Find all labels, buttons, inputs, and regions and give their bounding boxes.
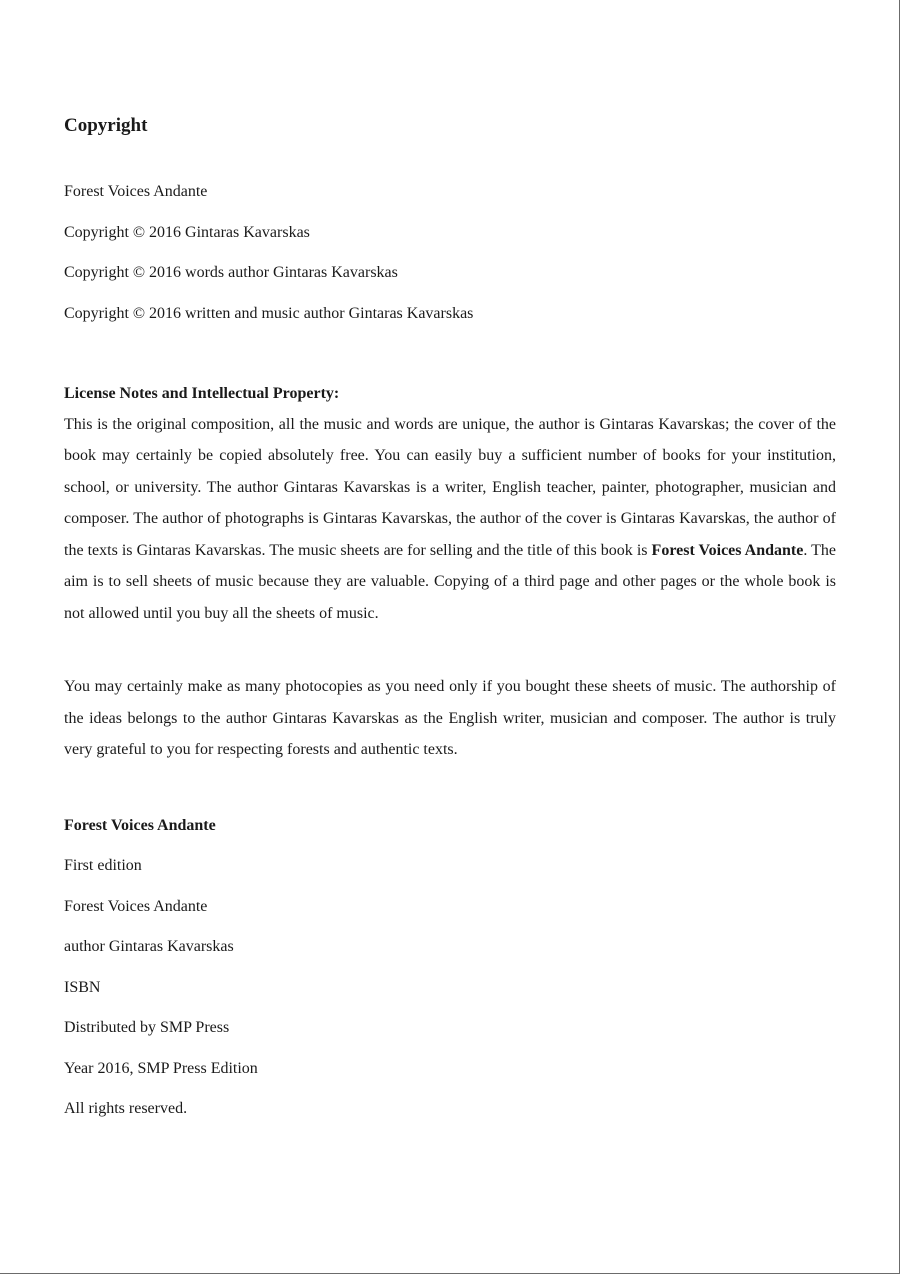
license-heading: License Notes and Intellectual Property: — [64, 385, 340, 402]
spacer — [64, 334, 836, 374]
edition-line-year: Year 2016, SMP Press Edition — [64, 1059, 258, 1077]
edition-line-first: First edition — [64, 857, 142, 874]
book-title-bold: Forest Voices Andante — [651, 541, 804, 559]
license-paragraph-1-start: This is the original composition, all the music and words are unique, the author is Gintaras Kavarskas; the cover of the book may certainly be copied absolutely free. You can easily buy a sufficient number of books for your institution, school, or university. The author Gintaras Kavarskas is a writer, English teacher, painter, photographer, musician and composer. The author of photographs is Gintaras Kavarskas, the author of the cover is Gintaras Kavarskas, the author of the texts is Gintaras Kavarskas. The music sheets are for selling and the title of this book is — [64, 415, 836, 559]
page-content — [64, 112, 836, 1130]
copyright-heading: Copyright — [64, 115, 148, 136]
spacer — [64, 772, 836, 806]
edition-heading: Forest Voices Andante — [64, 816, 216, 834]
edition-line-author: author Gintaras Kavarskas — [64, 938, 234, 955]
license-paragraph-2: You may certainly make as many photocopies as you need only if you bought these sheets of music. The authorship of the ideas belongs to the author Gintaras Kavarskas as the English writer, musician and composer. The author is truly very grateful to you for respecting forests and authentic texts. — [64, 678, 836, 758]
copyright-line-words: Copyright © 2016 words author Gintaras Kavarskas — [64, 264, 398, 281]
edition-line-distributor: Distributed by SMP Press — [64, 1019, 230, 1036]
copyright-line-title: Forest Voices Andante — [64, 183, 208, 200]
edition-line-rights: All rights reserved. — [64, 1100, 188, 1117]
license-paragraph-1-end: . The aim is to sell sheets of music because they are valuable. Copying of a third page and other pages or the whole book is not allowed until you buy all the sheets of music. — [64, 541, 836, 622]
edition-line-isbn: ISBN — [64, 978, 101, 996]
copyright-line-author: Copyright © 2016 Gintaras Kavarskas — [64, 223, 310, 241]
copyright-line-music: Copyright © 2016 written and music author Gintaras Kavarskas — [64, 304, 474, 322]
license-paragraph-1 — [64, 409, 836, 630]
edition-line-title: Forest Voices Andante — [64, 897, 208, 915]
